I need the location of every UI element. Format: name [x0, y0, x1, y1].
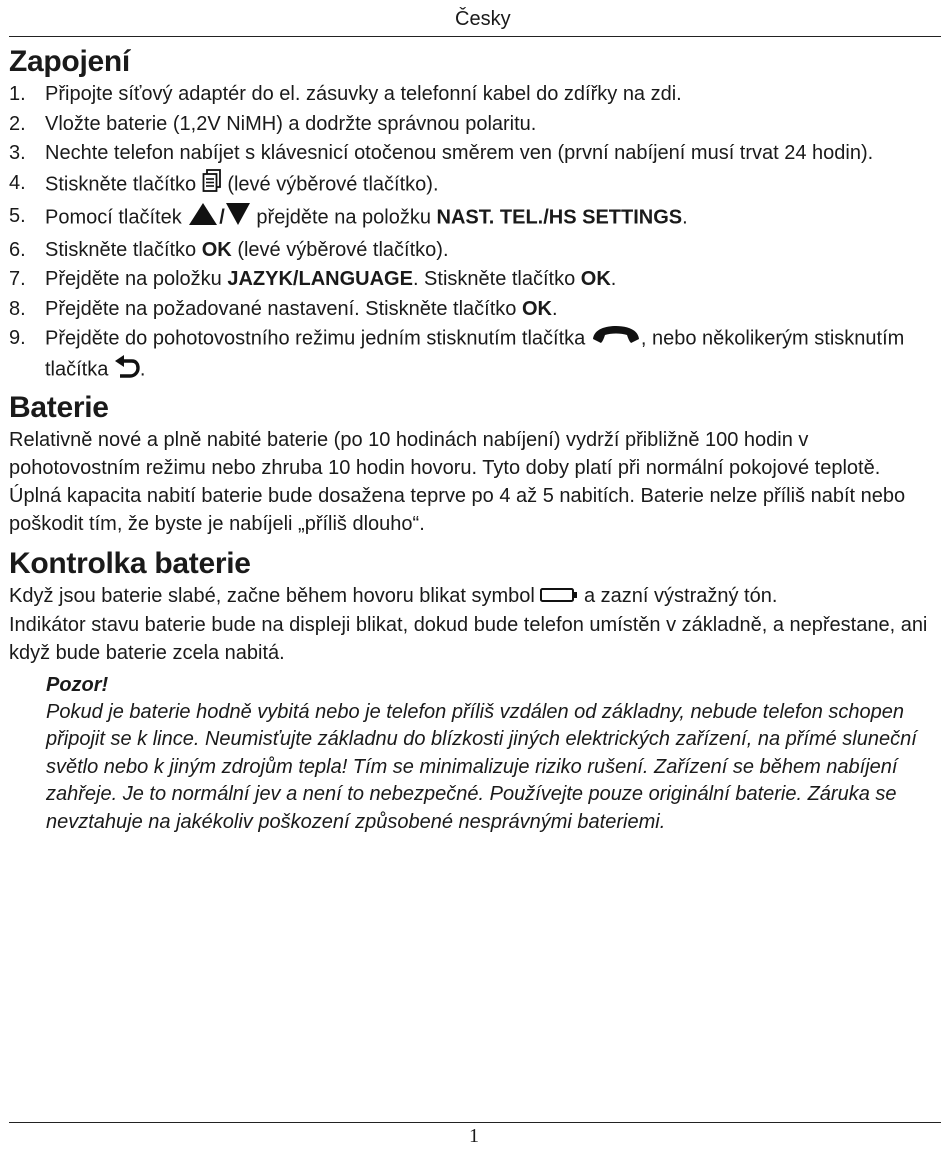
page-footer	[9, 1122, 941, 1147]
list-item	[9, 169, 934, 201]
step-text: Přejděte na položku	[45, 268, 222, 290]
warning-box	[46, 671, 936, 837]
step-number: 2.	[9, 112, 26, 135]
step-text: .	[610, 268, 617, 290]
battery-empty-icon	[540, 583, 578, 611]
page-number: 1	[469, 1125, 479, 1147]
step-text: .	[682, 206, 688, 229]
end-call-icon	[591, 324, 641, 354]
list-item	[9, 80, 934, 108]
menu-softkey-icon	[202, 169, 222, 201]
list-item	[9, 139, 934, 167]
step-number: 7.	[9, 268, 26, 290]
list-item	[9, 324, 934, 386]
battery-heading: Baterie	[9, 391, 109, 424]
step-text: Stiskněte tlačítko	[45, 172, 197, 195]
step-text: Připojte síťový adaptér do el. zásuvky a telefonní kabel do zdířky na zdi.	[45, 83, 682, 105]
menu-item-name: JAZYK/LANGUAGE	[227, 268, 413, 290]
language-label: Česky	[455, 8, 511, 30]
page-header	[9, 6, 941, 37]
step-text: Stiskněte tlačítko	[45, 238, 197, 261]
list-item	[9, 295, 934, 323]
step-text: Nechte telefon nabíjet s klávesnicí otočenou směrem ven (první nabíjení musí trvat 24 hodin).	[45, 142, 874, 164]
back-icon	[114, 354, 140, 386]
step-text: . Stiskněte tlačítko	[412, 268, 576, 290]
step-text: Vložte baterie (1,2V NiMH) a dodržte správnou polaritu.	[45, 112, 537, 135]
warning-title: Pozor!	[46, 673, 109, 696]
battery-paragraph: Relativně nové a plně nabité baterie (po 10 hodinách nabíjení) vydrží přibližně 100 hodin v pohotovostním režimu nebo zhruba 10 hodin hovoru. Tyto doby platí při normální pokojové teplotě. Úplná kapacita nabití baterie bude dosažena teprve po 4 až 5 nabitích. Baterie nelze příliš nabít nebo poškodit tím, že byste je nabíjeli „příliš dlouho“.	[9, 429, 906, 535]
warning-text: Pokud je baterie hodně vybitá nebo je telefon příliš vzdálen od základny, nebude telefon schopen připojit se k lince. Neumisťujte základnu do blízkosti jiných elektrických zařízení, na přímé sluneční světlo nebo k jiným zdrojům tepla! Tím se minimalizuje riziko rušení. Zařízení se během nabíjení zahřeje. Je to normální jev a není to nebezpečné. Používejte pouze originální baterie. Záruka se nevztahuje na jakékoliv poškození způsobené nesprávnými bateriemi.	[46, 700, 917, 833]
indicator-text: a zazní výstražný tón.	[583, 585, 778, 607]
page-content	[9, 44, 934, 836]
step-text: Přejděte na požadované nastavení. Stiskněte tlačítko	[45, 297, 517, 320]
list-item	[9, 236, 934, 264]
step-text: .	[139, 358, 146, 381]
step-text: .	[551, 297, 558, 320]
key-name: OK	[201, 238, 232, 261]
arrow-down-icon	[225, 202, 251, 234]
key-name: OK	[580, 268, 611, 290]
list-item	[9, 110, 934, 138]
step-number: 6.	[9, 238, 26, 261]
connection-steps	[9, 80, 934, 386]
indicator-text: Když jsou baterie slabé, začne během hovoru blikat symbol	[9, 585, 535, 607]
step-text: (levé výběrové tlačítko).	[237, 238, 449, 261]
menu-item-name: NAST. TEL./HS SETTINGS	[436, 206, 683, 229]
step-number: 5.	[9, 205, 26, 227]
list-item	[9, 265, 934, 293]
step-number: 9.	[9, 327, 26, 349]
step-number: 8.	[9, 297, 26, 320]
step-text: Přejděte do pohotovostního režimu jedním stisknutím tlačítka	[45, 327, 586, 350]
battery-indicator-heading: Kontrolka baterie	[9, 547, 251, 580]
list-item	[9, 202, 934, 234]
key-name: OK	[521, 297, 552, 320]
step-number: 1.	[9, 83, 26, 105]
indicator-paragraph-2: Indikátor stavu baterie bude na displeji blikat, dokud bude telefon umístěn v základně, a nepřestane, ani když bude baterie zcela nabitá.	[9, 613, 928, 664]
step-text: , nebo několikerým stisknutím tlačítka	[45, 327, 905, 381]
step-number: 3.	[9, 142, 26, 164]
slash-separator: /	[219, 206, 225, 229]
step-text: (levé výběrové tlačítko).	[227, 172, 439, 195]
indicator-paragraph	[9, 582, 934, 611]
step-text: Pomocí tlačítek	[45, 206, 182, 229]
arrow-up-icon	[187, 202, 219, 234]
step-number: 4.	[9, 171, 26, 194]
connection-heading: Zapojení	[9, 45, 130, 78]
step-text: přejděte na položku	[256, 206, 431, 229]
